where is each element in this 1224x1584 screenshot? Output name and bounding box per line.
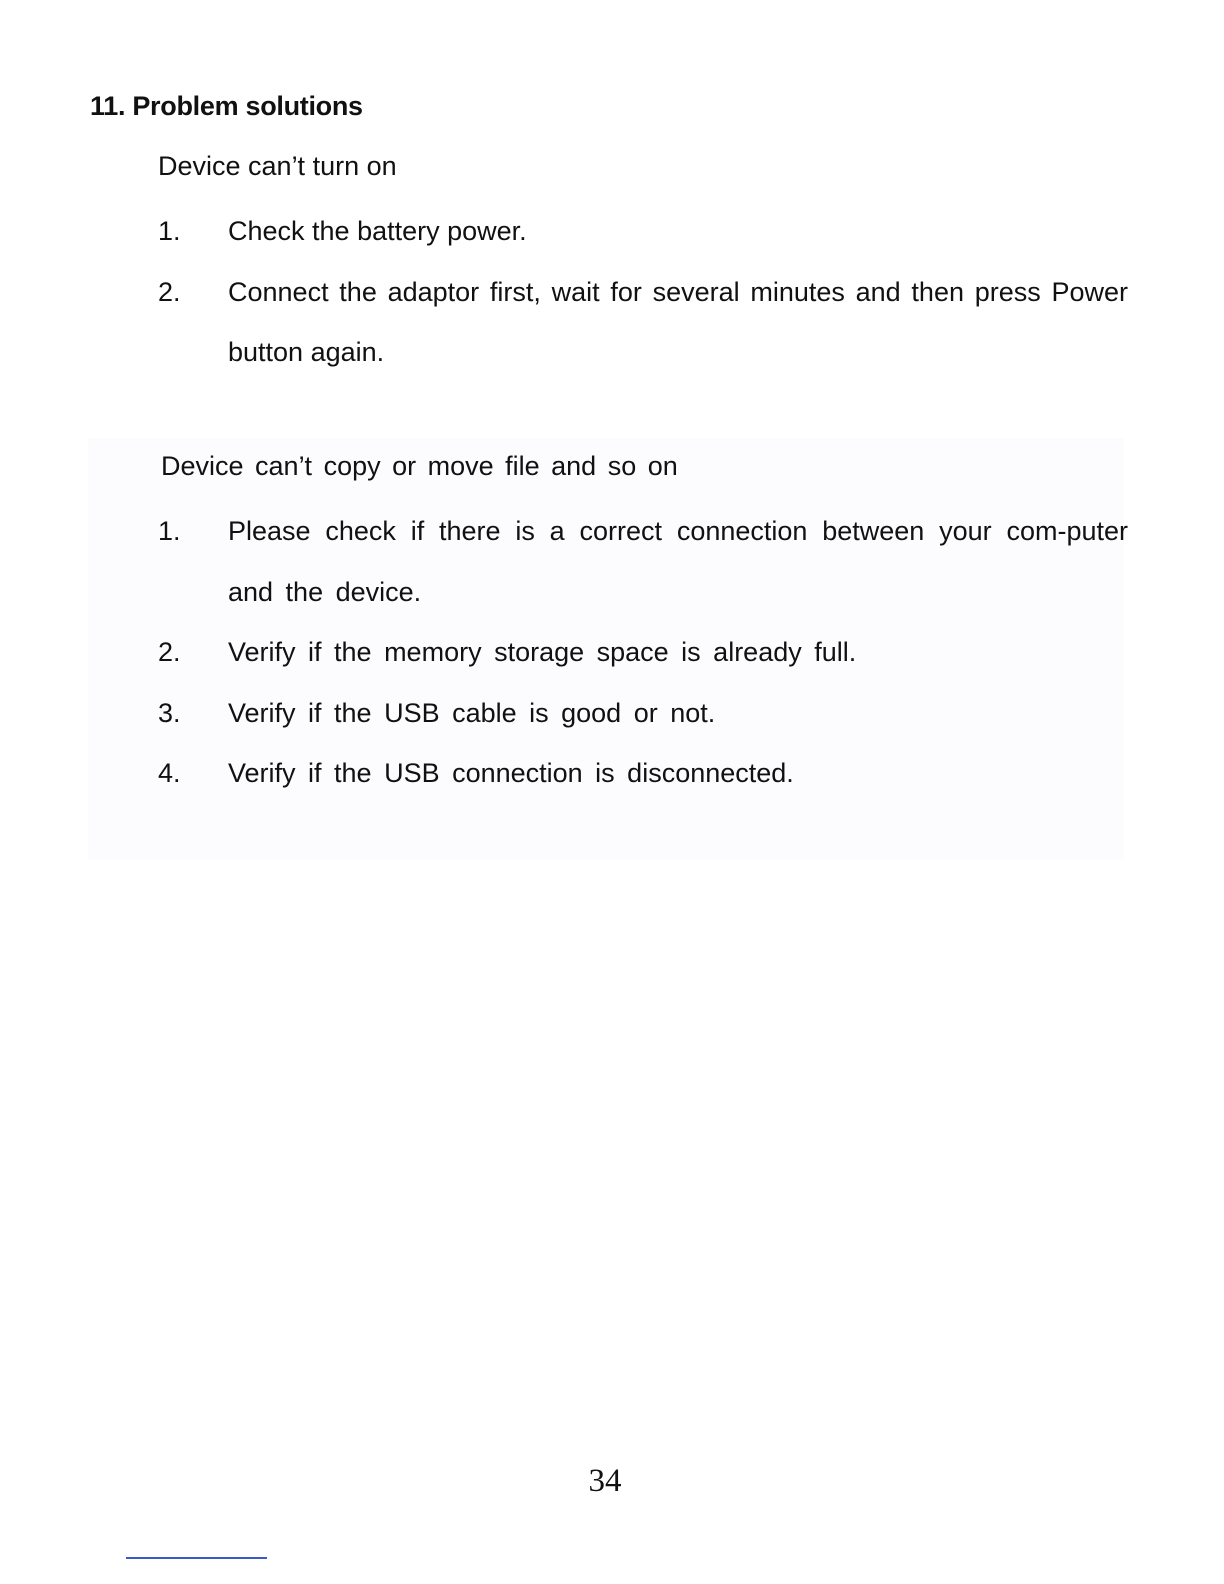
page-number: 34 — [588, 1463, 622, 1499]
step-text: Check the battery power. — [228, 216, 527, 246]
step-number: 2. — [158, 276, 181, 307]
step-text: Verify if the USB connection is disconnected. — [228, 758, 794, 788]
list-item — [158, 201, 1128, 262]
steps-list — [158, 501, 1128, 804]
list-item — [158, 743, 1128, 804]
list-item — [158, 262, 1128, 383]
step-text: Connect the adaptor first, wait for several minutes and then press Power button again. — [228, 276, 1128, 367]
list-item — [158, 683, 1128, 744]
step-number: 1. — [158, 516, 181, 546]
page-heading: 11. Problem solutions — [90, 91, 363, 121]
step-number: 1. — [158, 216, 181, 246]
step-number: 3. — [158, 697, 181, 728]
steps-list — [158, 201, 1128, 383]
step-text: Verify if the memory storage space is already full. — [228, 637, 857, 667]
section-title: Device can’t copy or move file and so on — [161, 451, 678, 481]
section-title: Device can’t turn on — [158, 151, 397, 181]
step-number: 4. — [158, 758, 181, 788]
list-item — [158, 622, 1128, 683]
list-item — [158, 501, 1128, 622]
footer-rule — [126, 1557, 267, 1559]
step-number: 2. — [158, 637, 181, 667]
step-text: Please check if there is a correct connection between your com-puter and the device. — [228, 516, 1128, 607]
step-text: Verify if the USB cable is good or not. — [228, 697, 716, 728]
